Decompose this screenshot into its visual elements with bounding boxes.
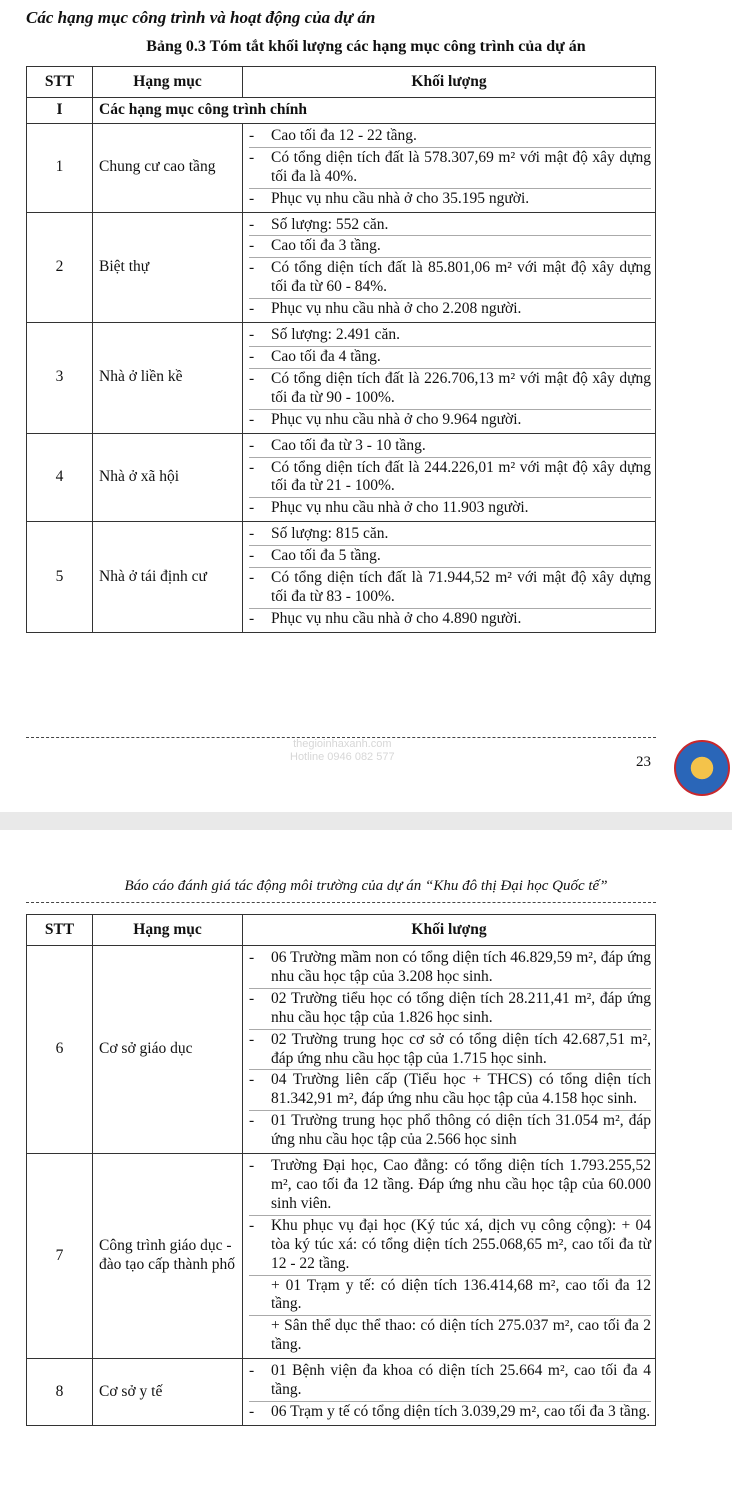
bullet-item bbox=[249, 568, 651, 609]
row-category: Công trình giáo dục - đào tạo cấp thành phố bbox=[93, 1154, 243, 1359]
row-category: Biệt thự bbox=[93, 212, 243, 323]
dash-icon: - bbox=[249, 1216, 255, 1234]
group-title: Các hạng mục công trình chính bbox=[93, 98, 656, 124]
summary-table-part2 bbox=[26, 914, 656, 1426]
bullet-item bbox=[249, 1361, 651, 1402]
bullet-text: Phục vụ nhu cầu nhà ở cho 11.903 người. bbox=[271, 499, 529, 517]
table-row bbox=[27, 123, 656, 212]
table-row bbox=[27, 212, 656, 323]
dash-icon: - bbox=[249, 237, 255, 255]
bullet-item bbox=[249, 189, 651, 210]
bullet-text: Cao tối đa 4 tầng. bbox=[271, 347, 381, 365]
row-category: Nhà ở tái định cư bbox=[93, 522, 243, 633]
table-row bbox=[27, 433, 656, 522]
header-stt: STT bbox=[27, 915, 93, 946]
bullet-item bbox=[249, 347, 651, 369]
bullet-text: Cao tối đa 5 tầng. bbox=[271, 547, 381, 565]
row-volume bbox=[243, 1154, 656, 1359]
dash-icon: - bbox=[249, 1362, 255, 1380]
bullet-item bbox=[249, 325, 651, 347]
bullet-item bbox=[249, 948, 651, 989]
bullet-item bbox=[249, 1156, 651, 1216]
bullet-text: Có tổng diện tích đất là 578.307,69 m² với mật độ xây dựng tối đa là 40%. bbox=[271, 148, 651, 185]
bullet-item bbox=[249, 1030, 651, 1071]
bullet-text: 01 Trường trung học phổ thông có diện tích 31.054 m², đáp ứng nhu cầu học tập của 2.566 học sinh bbox=[271, 1112, 651, 1149]
table-row bbox=[27, 1154, 656, 1359]
bullet-text: Cao tối đa 12 - 22 tầng. bbox=[271, 126, 417, 144]
dash-icon: - bbox=[249, 189, 255, 207]
bullet-item bbox=[249, 498, 651, 519]
bullet-text: Cao tối đa 3 tầng. bbox=[271, 237, 381, 255]
bullet-text: Phục vụ nhu cầu nhà ở cho 35.195 người. bbox=[271, 189, 530, 207]
row-volume bbox=[243, 323, 656, 434]
row-volume bbox=[243, 1359, 656, 1426]
dash-icon: - bbox=[249, 547, 255, 565]
row-category: Chung cư cao tầng bbox=[93, 123, 243, 212]
bullet-text: 04 Trường liên cấp (Tiểu học + THCS) có tổng diện tích 81.342,91 m², đáp ứng nhu cầu học tập của 4.158 học sinh. bbox=[271, 1071, 651, 1108]
row-stt: 5 bbox=[27, 522, 93, 633]
dash-icon: - bbox=[249, 347, 255, 365]
section-heading: Các hạng mục công trình và hoạt động của dự án bbox=[26, 8, 376, 27]
dash-icon: - bbox=[249, 326, 255, 344]
bullet-item bbox=[249, 1316, 651, 1356]
bullet-item bbox=[249, 1402, 651, 1423]
row-stt: 2 bbox=[27, 212, 93, 323]
bullet-item bbox=[249, 126, 651, 148]
bullet-text: 06 Trường mầm non có tổng diện tích 46.829,59 m², đáp ứng nhu cầu học tập của 3.208 học sinh. bbox=[271, 949, 651, 985]
dash-icon: - bbox=[249, 989, 255, 1007]
dash-icon: - bbox=[249, 458, 255, 476]
dash-icon: - bbox=[249, 949, 255, 966]
bullet-item bbox=[249, 546, 651, 568]
bullet-text: 01 Bệnh viện đa khoa có diện tích 25.664 m², cao tối đa 4 tầng. bbox=[271, 1362, 651, 1399]
row-stt: 1 bbox=[27, 123, 93, 212]
header-hang-muc: Hạng mục bbox=[93, 67, 243, 98]
bullet-item bbox=[249, 299, 651, 320]
dash-icon: - bbox=[249, 410, 255, 428]
dash-icon: - bbox=[249, 569, 255, 587]
bullet-text: Khu phục vụ đại học (Ký túc xá, dịch vụ công cộng): + 04 tòa ký túc xá: có tổng diện tích 255.068,65 m², cao tối đa từ 12 - 22 tầng. bbox=[271, 1216, 651, 1272]
dash-icon: - bbox=[249, 126, 255, 144]
dash-icon: - bbox=[249, 525, 255, 543]
running-header: Báo cáo đánh giá tác động môi trường của dự án “Khu đô thị Đại học Quốc tế” bbox=[124, 878, 608, 894]
bullet-text: Số lượng: 2.491 căn. bbox=[271, 326, 400, 344]
dash-icon: - bbox=[249, 1030, 255, 1048]
bullet-item bbox=[249, 524, 651, 546]
dash-icon: - bbox=[249, 300, 255, 318]
table-row bbox=[27, 946, 656, 1154]
bullet-text: Phục vụ nhu cầu nhà ở cho 9.964 người. bbox=[271, 410, 522, 428]
bullet-item bbox=[249, 989, 651, 1030]
organization-seal-icon bbox=[674, 740, 730, 796]
bullet-item bbox=[249, 215, 651, 237]
dash-icon: - bbox=[249, 215, 255, 233]
bullet-item bbox=[249, 236, 651, 258]
row-volume bbox=[243, 123, 656, 212]
header-khoi-luong: Khối lượng bbox=[243, 915, 656, 946]
summary-table-part1 bbox=[26, 66, 656, 633]
bullet-text: Cao tối đa từ 3 - 10 tầng. bbox=[271, 436, 426, 454]
document-page-24 bbox=[0, 830, 732, 1500]
bullet-item bbox=[249, 436, 651, 458]
bullet-text: Có tổng diện tích đất là 71.944,52 m² với mật độ xây dựng tối đa từ 83 - 100%. bbox=[271, 569, 651, 605]
bullet-text: Phục vụ nhu cầu nhà ở cho 4.890 người. bbox=[271, 609, 522, 627]
bullet-item bbox=[249, 148, 651, 189]
header-khoi-luong: Khối lượng bbox=[243, 67, 656, 98]
row-volume bbox=[243, 212, 656, 323]
table-row bbox=[27, 323, 656, 434]
row-category: Cơ sở y tế bbox=[93, 1359, 243, 1426]
dash-icon: - bbox=[249, 148, 255, 166]
dash-icon: - bbox=[249, 499, 255, 517]
bullet-item bbox=[249, 410, 651, 431]
header-stt: STT bbox=[27, 67, 93, 98]
table-caption: Bảng 0.3 Tóm tắt khối lượng các hạng mục công trình của dự án bbox=[146, 38, 586, 55]
bullet-text: 06 Trạm y tế có tổng diện tích 3.039,29 m², cao tối đa 3 tầng. bbox=[271, 1402, 651, 1420]
dash-icon: - bbox=[249, 1157, 255, 1175]
bullet-text: Có tổng diện tích đất là 244.226,01 m² với mật độ xây dựng tối đa từ 21 - 100%. bbox=[271, 458, 651, 495]
dash-icon: - bbox=[249, 609, 255, 627]
row-category: Nhà ở liền kề bbox=[93, 323, 243, 434]
page-number: 23 bbox=[636, 754, 651, 770]
dash-icon: - bbox=[249, 1071, 255, 1089]
row-stt: 3 bbox=[27, 323, 93, 434]
watermark: thegioinhaxanh.com Hotline 0946 082 577 bbox=[290, 738, 395, 764]
bullet-item bbox=[249, 1070, 651, 1111]
row-category: Cơ sở giáo dục bbox=[93, 946, 243, 1154]
header-hang-muc: Hạng mục bbox=[93, 915, 243, 946]
dash-icon: - bbox=[249, 1112, 255, 1130]
dash-icon: - bbox=[249, 436, 255, 454]
row-stt: 4 bbox=[27, 433, 93, 522]
row-volume bbox=[243, 522, 656, 633]
dash-icon: - bbox=[249, 259, 255, 277]
bullet-text: + 01 Trạm y tế: có diện tích 136.414,68 m², cao tối đa 12 tầng. bbox=[271, 1276, 651, 1313]
table-row bbox=[27, 1359, 656, 1426]
table-row bbox=[27, 522, 656, 633]
bullet-text: 02 Trường trung học cơ sở có tổng diện tích 42.687,51 m², đáp ứng nhu cầu học tập của 1.715 học sinh. bbox=[271, 1030, 651, 1067]
row-stt: 8 bbox=[27, 1359, 93, 1426]
bullet-text: 02 Trường tiểu học có tổng diện tích 28.211,41 m², đáp ứng nhu cầu học tập của 1.826 học sinh. bbox=[271, 989, 651, 1026]
bullet-text: Số lượng: 815 căn. bbox=[271, 525, 389, 543]
bullet-text: Trường Đại học, Cao đẳng: có tổng diện tích 1.793.255,52 m², cao tối đa 12 tầng. Đáp ứng nhu cầu học tập của 60.000 sinh viên. bbox=[271, 1157, 651, 1212]
row-volume bbox=[243, 946, 656, 1154]
bullet-item bbox=[249, 1111, 651, 1151]
bullet-item bbox=[249, 458, 651, 499]
bullet-item bbox=[249, 369, 651, 410]
row-volume bbox=[243, 433, 656, 522]
bullet-text: Có tổng diện tích đất là 226.706,13 m² với mật độ xây dựng tối đa từ 90 - 100%. bbox=[271, 369, 651, 406]
row-category: Nhà ở xã hội bbox=[93, 433, 243, 522]
bullet-text: Phục vụ nhu cầu nhà ở cho 2.208 người. bbox=[271, 300, 522, 318]
dash-icon: - bbox=[249, 369, 255, 387]
bullet-text: Số lượng: 552 căn. bbox=[271, 215, 389, 233]
bullet-item bbox=[249, 1216, 651, 1276]
row-stt: 6 bbox=[27, 946, 93, 1154]
header-divider bbox=[26, 902, 656, 903]
bullet-item bbox=[249, 1276, 651, 1317]
dash-icon: - bbox=[249, 1402, 255, 1420]
bullet-item bbox=[249, 258, 651, 299]
row-stt: 7 bbox=[27, 1154, 93, 1359]
bullet-text: Có tổng diện tích đất là 85.801,06 m² với mật độ xây dựng tối đa từ 60 - 84%. bbox=[271, 259, 651, 296]
group-roman: I bbox=[27, 98, 93, 124]
bullet-text: + Sân thể dục thể thao: có diện tích 275.037 m², cao tối đa 2 tầng. bbox=[271, 1317, 651, 1354]
bullet-item bbox=[249, 609, 651, 630]
